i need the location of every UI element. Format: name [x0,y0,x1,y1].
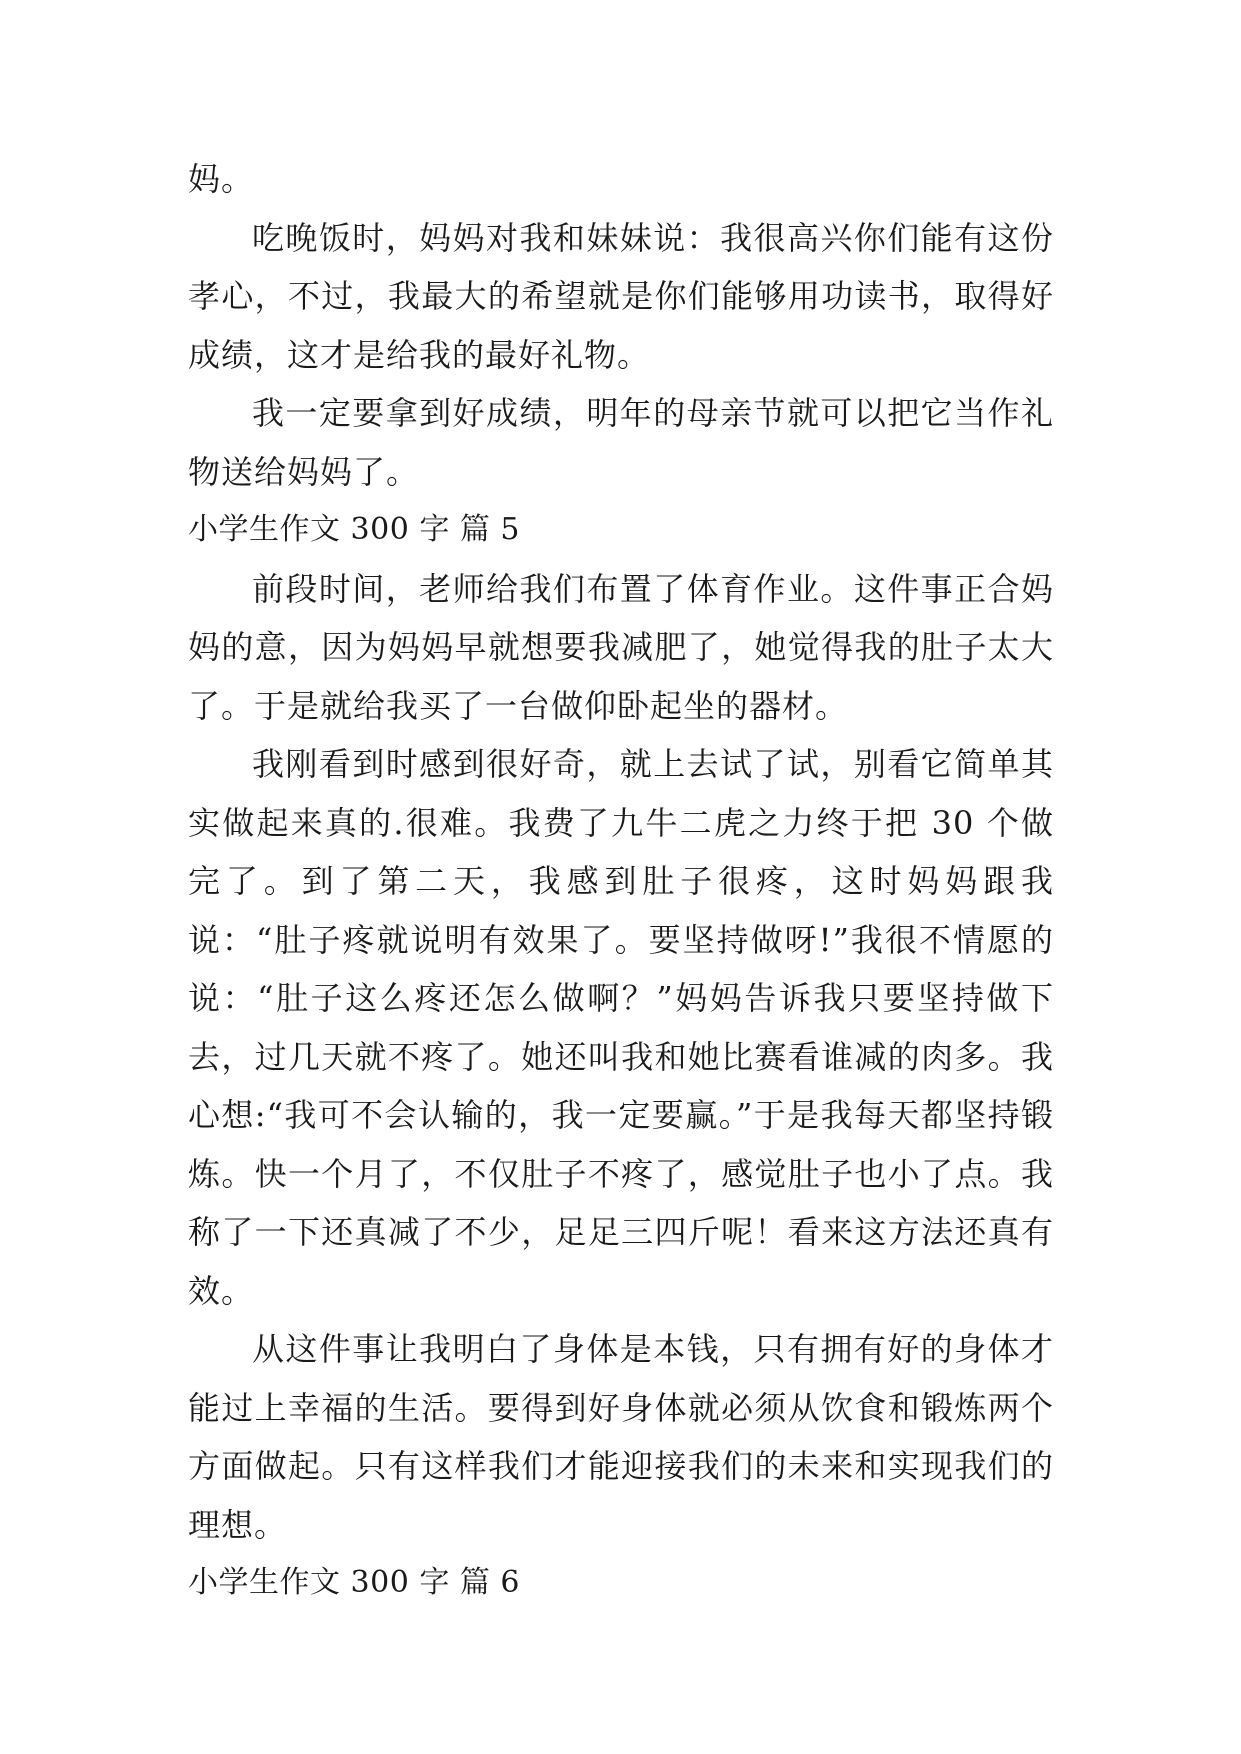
paragraph-lesson: 从这件事让我明白了身体是本钱，只有拥有好的身体才能过上幸福的生活。要得到好身体就必须从饮食和锻炼两个方面做起。只有这样我们才能迎接我们的未来和实现我们的理想。 [188,1330,1054,1544]
paragraph-continuation: 妈。 [188,160,255,198]
section-heading-5: 小学生作文 300 字 篇 5 [188,512,520,547]
paragraph-dinner: 吃晚饭时，妈妈对我和妹妹说：我很高兴你们能有这份孝心，不过，我最大的希望就是你们能够用功读书，取得好成绩，这才是给我的最好礼物。 [188,218,1054,374]
paragraph-pe-homework: 前段时间，老师给我们布置了体育作业。这件事正合妈妈的意，因为妈妈早就想要我减肥了，她觉得我的肚子太大了。于是就给我买了一台做仰卧起坐的器材。 [188,569,1054,725]
document-page [188,150,1054,1613]
section-heading-6: 小学生作文 300 字 篇 6 [188,1565,520,1600]
paragraph-situps: 我刚看到时感到很好奇，就上去试了试，别看它简单其实做起来真的.很难。我费了九牛二虎之力终于把 30 个做完了。到了第二天，我感到肚子很疼，这时妈妈跟我说：“肚子疼就说明有效果了。要坚持做呀!”我很不情愿的说：“肚子这么疼还怎么做啊？”妈妈告诉我只要坚持做下去，过几天就不疼了。她还叫我和她比赛看谁减的肉多。我心想:“我可不会认输的，我一定要赢。”于是我每天都坚持锻炼。快一个月了，不仅肚子不疼了，感觉肚子也小了点。我称了一下还真减了不少，足足三四斤呢！看来这方法还真有效。 [188,745,1054,1310]
paragraph-promise: 我一定要拿到好成绩，明年的母亲节就可以把它当作礼物送给妈妈了。 [188,394,1054,491]
